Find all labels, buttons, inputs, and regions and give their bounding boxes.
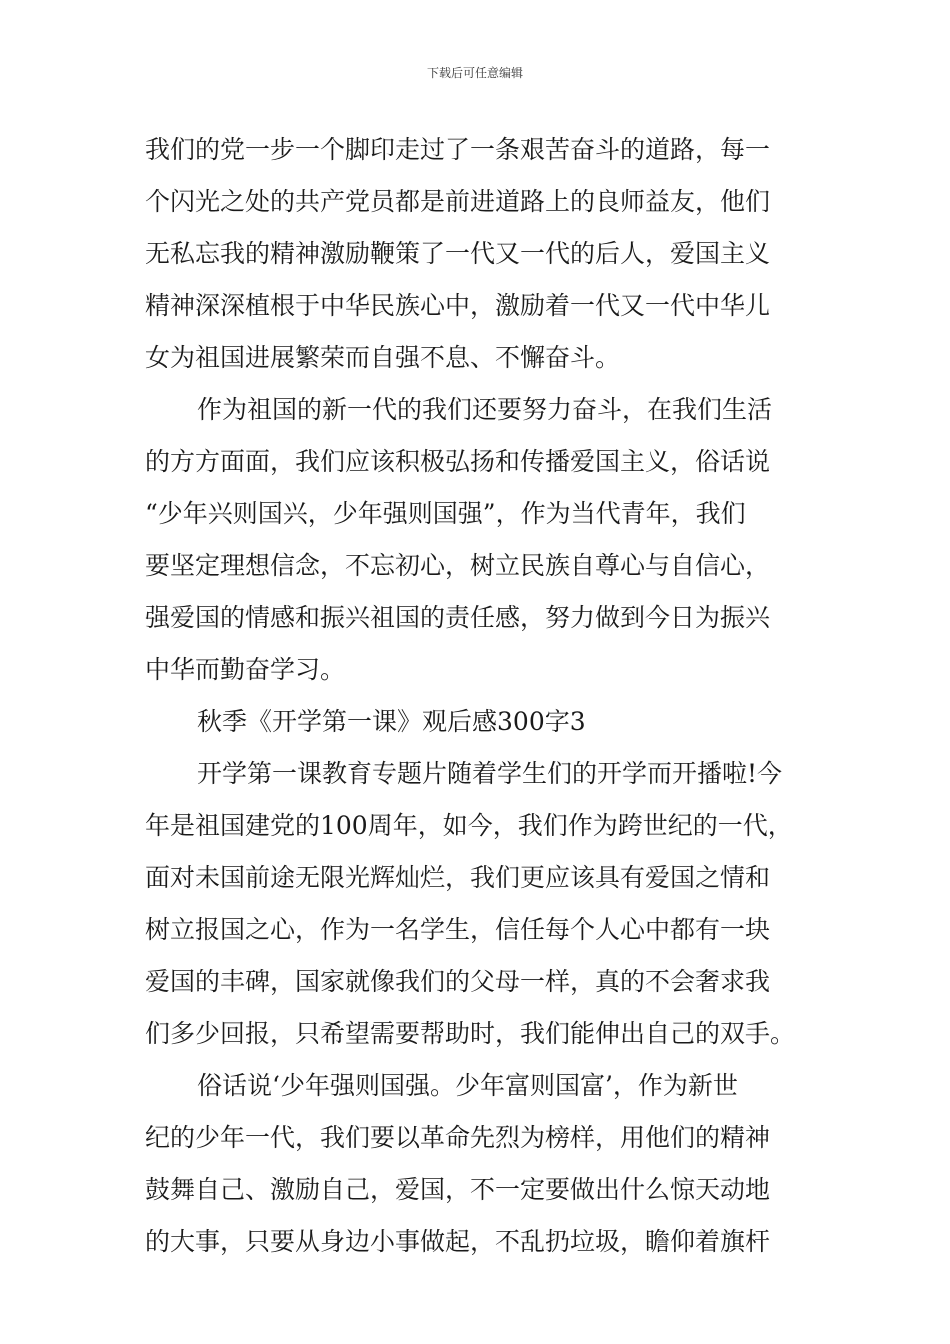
text-line: 强爱国的情感和振兴祖国的责任感，努力做到今日为振兴	[145, 603, 771, 632]
text-line: “少年兴则国兴，少年强则国强”，作为当代青年，我们	[145, 499, 746, 528]
text-line: 中华而勤奋学习。	[145, 655, 346, 684]
text-line: 的大事，只要从身边小事做起，不乱扔垃圾，瞻仰着旗杆	[145, 1227, 771, 1256]
text-line: 树立报国之心，作为一名学生，信任每个人心中都有一块	[145, 915, 771, 944]
text-line: 我们的党一步一个脚印走过了一条艰苦奋斗的道路，每一	[145, 135, 771, 164]
text-line: 秋季《开学第一课》观后感300字3	[197, 707, 586, 736]
text-line: 的方方面面，我们应该积极弘扬和传播爱国主义，俗话说	[145, 447, 771, 476]
text-line: 个闪光之处的共产党员都是前进道路上的良师益友，他们	[145, 187, 771, 216]
text-line: 纪的少年一代，我们要以革命先烈为榜样，用他们的精神	[145, 1123, 771, 1152]
text-line: 鼓舞自己、激励自己，爱国，不一定要做出什么惊天动地	[145, 1175, 771, 1204]
text-line: 作为祖国的新一代的我们还要努力奋斗，在我们生活	[197, 395, 773, 424]
text-line: 无私忘我的精神激励鞭策了一代又一代的后人，爱国主义	[145, 239, 771, 268]
text-line: 俗话说‘少年强则国强。少年富则国富’，作为新世	[197, 1071, 738, 1100]
text-line: 精神深深植根于中华民族心中，激励着一代又一代中华儿	[145, 291, 771, 320]
text-line: 面对未国前途无限光辉灿烂，我们更应该具有爱国之情和	[145, 863, 771, 892]
text-line: 要坚定理想信念，不忘初心，树立民族自尊心与自信心，	[145, 551, 771, 580]
body-text	[145, 124, 805, 1268]
text-line: 年是祖国建党的100周年，如今，我们作为跨世纪的一代，	[145, 811, 793, 840]
text-line: 爱国的丰碑，国家就像我们的父母一样，真的不会奢求我	[145, 967, 771, 996]
text-line: 女为祖国进展繁荣而自强不息、不懈奋斗。	[145, 343, 621, 372]
text-line: 们多少回报，只希望需要帮助时，我们能伸出自己的双手。	[145, 1019, 796, 1048]
text-line: 开学第一课教育专题片随着学生们的开学而开播啦!今	[197, 759, 783, 788]
page-header: 下载后可任意编辑	[426, 66, 523, 80]
